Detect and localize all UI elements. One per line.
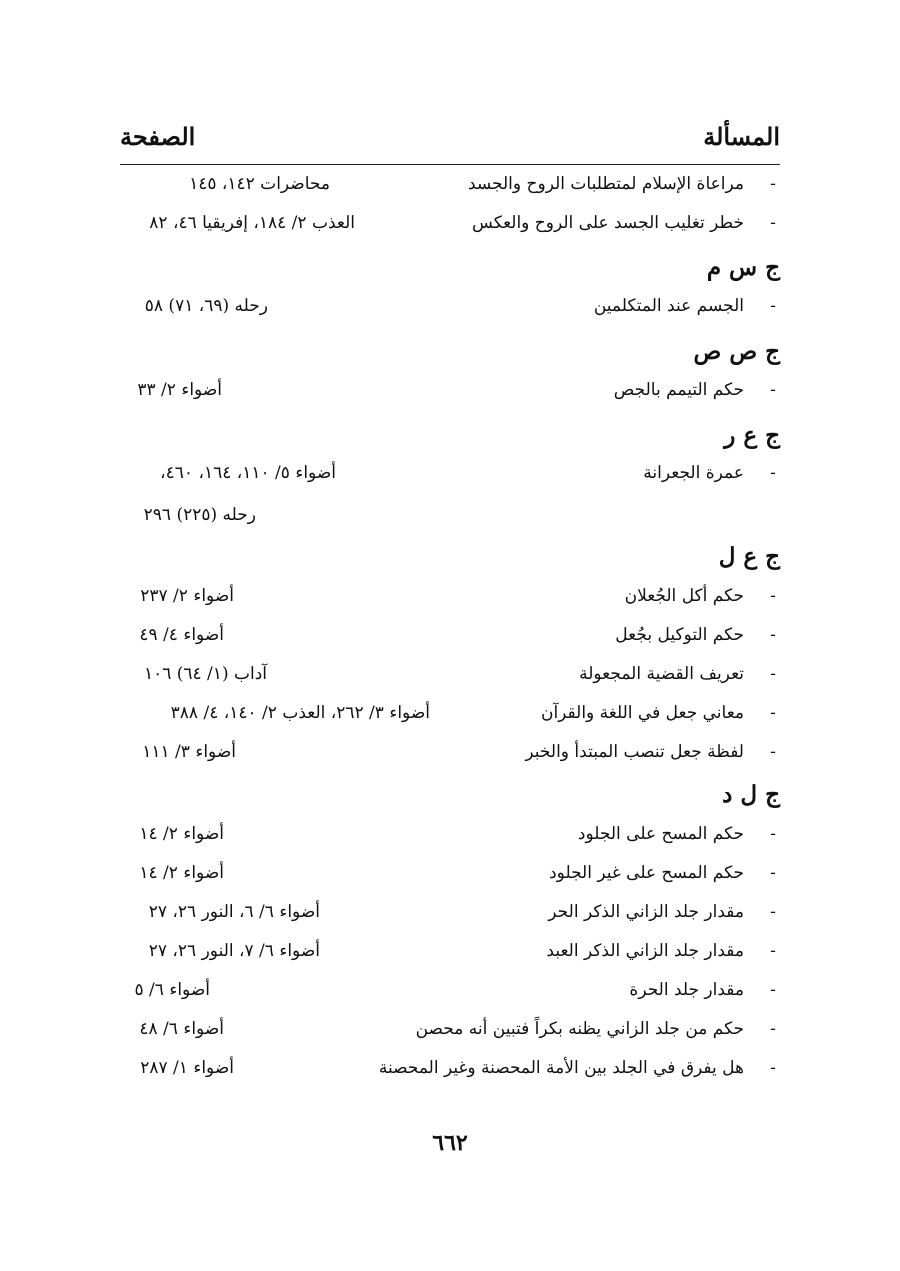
entry-dash: - bbox=[770, 296, 776, 316]
entry-dash: - bbox=[770, 742, 776, 762]
entry-dash: - bbox=[770, 586, 776, 606]
index-entry bbox=[120, 211, 780, 241]
entry-dash: - bbox=[770, 863, 776, 883]
entry-reference: أضواء ٣/ ٢٦٢، العذب ٢/ ١٤٠، ٤/ ٣٨٨ bbox=[170, 703, 430, 723]
table-header bbox=[120, 118, 780, 158]
index-entry bbox=[120, 939, 780, 969]
entry-topic: لفظة جعل تنصب المبتدأ والخبر bbox=[525, 742, 744, 762]
entry-reference: أضواء ٣/ ١١١ bbox=[142, 742, 236, 762]
page-column-header: الصفحة bbox=[120, 122, 196, 151]
index-entry bbox=[120, 701, 780, 731]
entry-topic: تعريف القضية المجعولة bbox=[579, 664, 744, 684]
entry-topic: هل يفرق في الجلد بين الأمة المحصنة وغير المحصنة bbox=[378, 1058, 744, 1078]
entry-dash: - bbox=[770, 1058, 776, 1078]
index-entry bbox=[120, 662, 780, 692]
entry-topic: مقدار جلد الحرة bbox=[629, 980, 744, 1000]
index-entry bbox=[120, 1056, 780, 1086]
entry-dash: - bbox=[770, 824, 776, 844]
root-heading: ج س م bbox=[706, 254, 780, 281]
index-entry bbox=[120, 172, 780, 202]
entry-reference: أضواء ٢/ ١٤ bbox=[139, 863, 224, 883]
topic-column-header: المسألة bbox=[703, 122, 780, 151]
root-heading: ج ل د bbox=[722, 781, 780, 808]
page-number: ٦٦٢ bbox=[432, 1130, 468, 1156]
entry-topic: حكم أكل الجُعلان bbox=[624, 586, 744, 606]
root-heading: ج ع ر bbox=[724, 422, 780, 449]
index-entry bbox=[120, 294, 780, 324]
entry-topic: حكم التوكيل بجُعل bbox=[615, 625, 744, 645]
entry-dash: - bbox=[770, 980, 776, 1000]
index-entry bbox=[120, 1017, 780, 1047]
entry-topic: الجسم عند المتكلمين bbox=[593, 296, 744, 316]
index-entry bbox=[120, 900, 780, 930]
entry-reference: أضواء ٢/ ١٤ bbox=[139, 824, 224, 844]
entry-dash: - bbox=[770, 941, 776, 961]
entry-dash: - bbox=[770, 174, 776, 194]
entry-dash: - bbox=[770, 703, 776, 723]
index-entry-continuation bbox=[120, 503, 780, 533]
root-heading: ج ص ص bbox=[693, 338, 780, 365]
index-entry bbox=[120, 461, 780, 491]
entry-topic: معاني جعل في اللغة والقرآن bbox=[540, 703, 744, 723]
entry-topic: مقدار جلد الزاني الذكر الحر bbox=[548, 902, 744, 922]
entry-reference: أضواء ٢/ ٣٣ bbox=[137, 380, 222, 400]
index-entry bbox=[120, 740, 780, 770]
entry-topic: عمرة الجعرانة bbox=[643, 463, 744, 483]
entry-reference: أضواء ٦/ ٦، النور ٢٦، ٢٧ bbox=[148, 902, 320, 922]
entry-topic: خطر تغليب الجسد على الروح والعكس bbox=[472, 213, 744, 233]
entry-dash: - bbox=[770, 213, 776, 233]
entry-dash: - bbox=[770, 625, 776, 645]
entry-reference: أضواء ١/ ٢٨٧ bbox=[140, 1058, 234, 1078]
entry-reference: آداب (١/ ٦٤) ١٠٦ bbox=[143, 664, 267, 684]
entry-reference: أضواء ٢/ ٢٣٧ bbox=[140, 586, 234, 606]
entry-topic: حكم المسح على الجلود bbox=[577, 824, 744, 844]
index-entry bbox=[120, 623, 780, 653]
entry-reference: أضواء ٦/ ٥ bbox=[134, 980, 210, 1000]
entry-reference: أضواء ٥/ ١١٠، ١٦٤، ٤٦٠، bbox=[160, 463, 336, 483]
index-entry bbox=[120, 861, 780, 891]
entry-reference: محاضرات ١٤٢، ١٤٥ bbox=[189, 174, 330, 194]
entry-reference: أضواء ٦/ ٧، النور ٢٦، ٢٧ bbox=[148, 941, 320, 961]
index-page bbox=[120, 0, 780, 1271]
entry-reference: العذب ٢/ ١٨٤، إفريقيا ٤٦، ٨٢ bbox=[149, 213, 355, 233]
index-entry bbox=[120, 978, 780, 1008]
entry-topic: مقدار جلد الزاني الذكر العبد bbox=[546, 941, 744, 961]
entry-reference: أضواء ٦/ ٤٨ bbox=[139, 1019, 224, 1039]
entry-dash: - bbox=[770, 902, 776, 922]
index-entry bbox=[120, 584, 780, 614]
header-rule bbox=[120, 164, 780, 165]
entry-dash: - bbox=[770, 664, 776, 684]
entry-reference: أضواء ٤/ ٤٩ bbox=[139, 625, 224, 645]
entry-dash: - bbox=[770, 1019, 776, 1039]
root-heading: ج ع ل bbox=[718, 543, 780, 570]
entry-reference: رحله (٦٩، ٧١) ٥٨ bbox=[144, 296, 268, 316]
entry-topic: حكم التيمم بالجص bbox=[613, 380, 744, 400]
entry-dash: - bbox=[770, 463, 776, 483]
entry-dash: - bbox=[770, 380, 776, 400]
entry-topic: حكم من جلد الزاني يظنه بكراً فتبين أنه محصن bbox=[415, 1019, 744, 1039]
entry-reference: رحله (٢٢٥) ٢٩٦ bbox=[143, 505, 256, 525]
index-entry bbox=[120, 378, 780, 408]
entry-topic: حكم المسح على غير الجلود bbox=[549, 863, 744, 883]
entry-topic: مراعاة الإسلام لمتطلبات الروح والجسد bbox=[467, 174, 744, 194]
index-entry bbox=[120, 822, 780, 852]
